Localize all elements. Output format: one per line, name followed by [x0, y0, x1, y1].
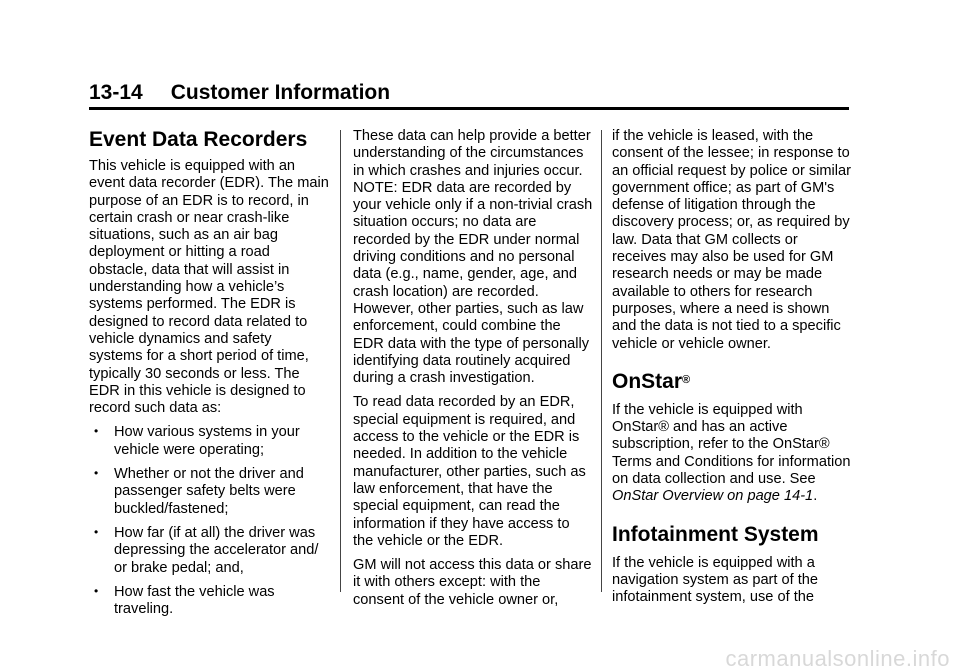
- edr-bullet-list: [89, 424, 329, 618]
- onstar-text-end: .: [813, 488, 818, 505]
- onstar-cross-reference-link[interactable]: OnStar Overview on page 14‑1: [612, 488, 814, 505]
- onstar-heading: [612, 370, 856, 394]
- list-item: [89, 424, 329, 459]
- bullet-icon: •: [94, 466, 99, 481]
- bullet-icon: •: [94, 424, 99, 439]
- edr-paragraph: if the vehicle is leased, with the consent of the lessee; in response to an official request by police or similar government office; as part of GM's defense of litigation through the discovery process; or, as required by law. Data that GM collects or receives may also be used for GM research needs or may be made available to others for research purposes, where a need is shown and the data is not tied to a specific vehicle or vehicle owner.: [612, 128, 852, 352]
- onstar-heading-text: OnStar: [612, 369, 683, 393]
- list-item: [89, 525, 329, 577]
- watermark: carmanualsonline.info: [725, 646, 950, 671]
- column-1: [89, 128, 329, 625]
- column-2: [353, 128, 593, 616]
- bullet-icon: •: [94, 583, 99, 598]
- list-item-text: Whether or not the driver and passenger safety belts were buckled/fastened;: [114, 466, 304, 517]
- list-item: [89, 466, 329, 518]
- edr-paragraph: GM will not access this data or share it with others except: with the consent of the vehicle owner or,: [353, 557, 592, 608]
- list-item-text: How far (if at all) the driver was depressing the accelerator and/ or brake pedal; and,: [114, 524, 319, 576]
- infotainment-heading: Infotainment System: [612, 522, 819, 546]
- list-item-text: How fast the vehicle was traveling.: [114, 583, 275, 618]
- edr-paragraph: To read data recorded by an EDR, special equipment is required, and access to the vehicle or the EDR is needed. In addition to the vehicle manufacturer, other parties, such as law enforcement, that have the special equipment, can read the information if they have access to the vehicle or the EDR.: [353, 394, 586, 549]
- edr-intro: This vehicle is equipped with an event data recorder (EDR). The main purpose of an EDR is to record, in certain crash or near crash-like situations, such as an air bag deployment or hitting a road obstacle, data that will assist in understanding how a vehicle’s systems performed. The EDR is designed to record data related to vehicle dynamics and safety systems for a short period of time, typically 30 seconds or less. The EDR in this vehicle is designed to record such data as:: [89, 158, 329, 417]
- onstar-paragraph: [612, 402, 856, 506]
- list-item: [89, 584, 329, 619]
- infotainment-paragraph: If the vehicle is equipped with a navigation system as part of the infotainment system, use of the: [612, 554, 819, 606]
- onstar-text: If the vehicle is equipped with OnStar® and has an active subscription, refer to the OnStar® Terms and Conditions for information on data collection and use. See: [612, 401, 851, 488]
- registered-mark: ®: [682, 373, 691, 386]
- column-divider: [340, 130, 341, 592]
- bullet-icon: •: [94, 524, 99, 539]
- page-header: [89, 80, 849, 110]
- column-3: [612, 128, 856, 614]
- edr-heading: Event Data Recorders: [89, 128, 308, 151]
- section-title: Customer Information: [170, 81, 391, 104]
- column-divider: [601, 130, 602, 592]
- edr-paragraph: These data can help provide a better understanding of the circumstances in which crashes and injuries occur. NOTE: EDR data are recorded by your vehicle only if a non-trivial crash situation occurs; no data are recorded by the EDR under normal driving conditions and no personal data (e.g., name, gender, age, and crash location) are recorded. However, other parties, such as law enforcement, could combine the EDR data with the type of personally identifying data routinely acquired during a crash investigation.: [353, 128, 593, 387]
- page-number: 13-14: [89, 81, 143, 104]
- list-item-text: How various systems in your vehicle were operating;: [114, 424, 300, 458]
